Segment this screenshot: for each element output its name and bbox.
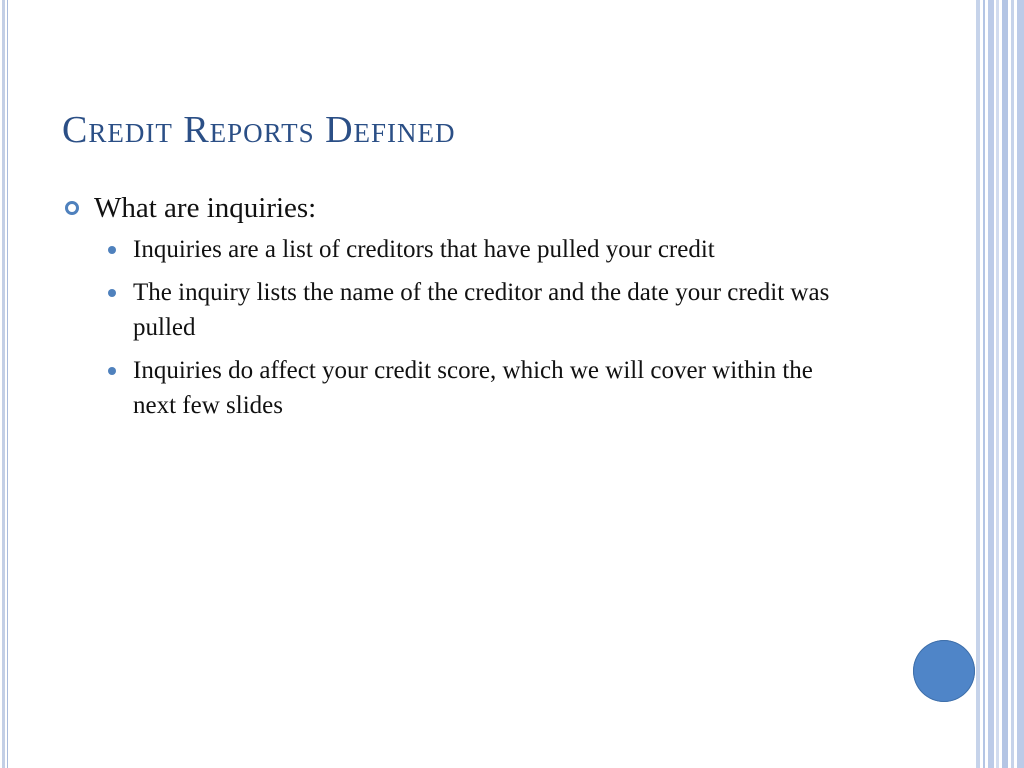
- list-item-text: Inquiries do affect your credit score, which we will cover within the next few slides: [133, 357, 813, 419]
- sub-bullet-list: [64, 232, 884, 423]
- slide-content: [64, 188, 884, 431]
- decorative-circle: [913, 640, 975, 702]
- left-border-line: [2, 0, 5, 768]
- slide-title: Credit Reports Defined: [62, 109, 456, 151]
- ring-bullet-icon: [65, 201, 79, 215]
- stripe: [983, 0, 985, 768]
- stripe: [1002, 0, 1008, 768]
- stripe: [1017, 0, 1024, 768]
- bullet-level1-text: What are inquiries:: [94, 192, 317, 224]
- stripe: [988, 0, 994, 768]
- dot-bullet-icon: [108, 246, 116, 254]
- list-item: [64, 353, 853, 423]
- list-item: [64, 275, 853, 345]
- left-border-decoration: [0, 0, 10, 768]
- bullet-level1: [64, 188, 884, 228]
- list-item: [64, 232, 853, 267]
- left-border-line: [7, 0, 8, 768]
- right-stripe-decoration: [976, 0, 1024, 768]
- list-item-text: Inquiries are a list of creditors that have pulled your credit: [133, 236, 715, 263]
- list-item-text: The inquiry lists the name of the creditor and the date your credit was pulled: [133, 279, 830, 341]
- dot-bullet-icon: [108, 367, 116, 375]
- stripe: [1011, 0, 1014, 768]
- stripe: [976, 0, 980, 768]
- dot-bullet-icon: [108, 289, 116, 297]
- stripe: [996, 0, 999, 768]
